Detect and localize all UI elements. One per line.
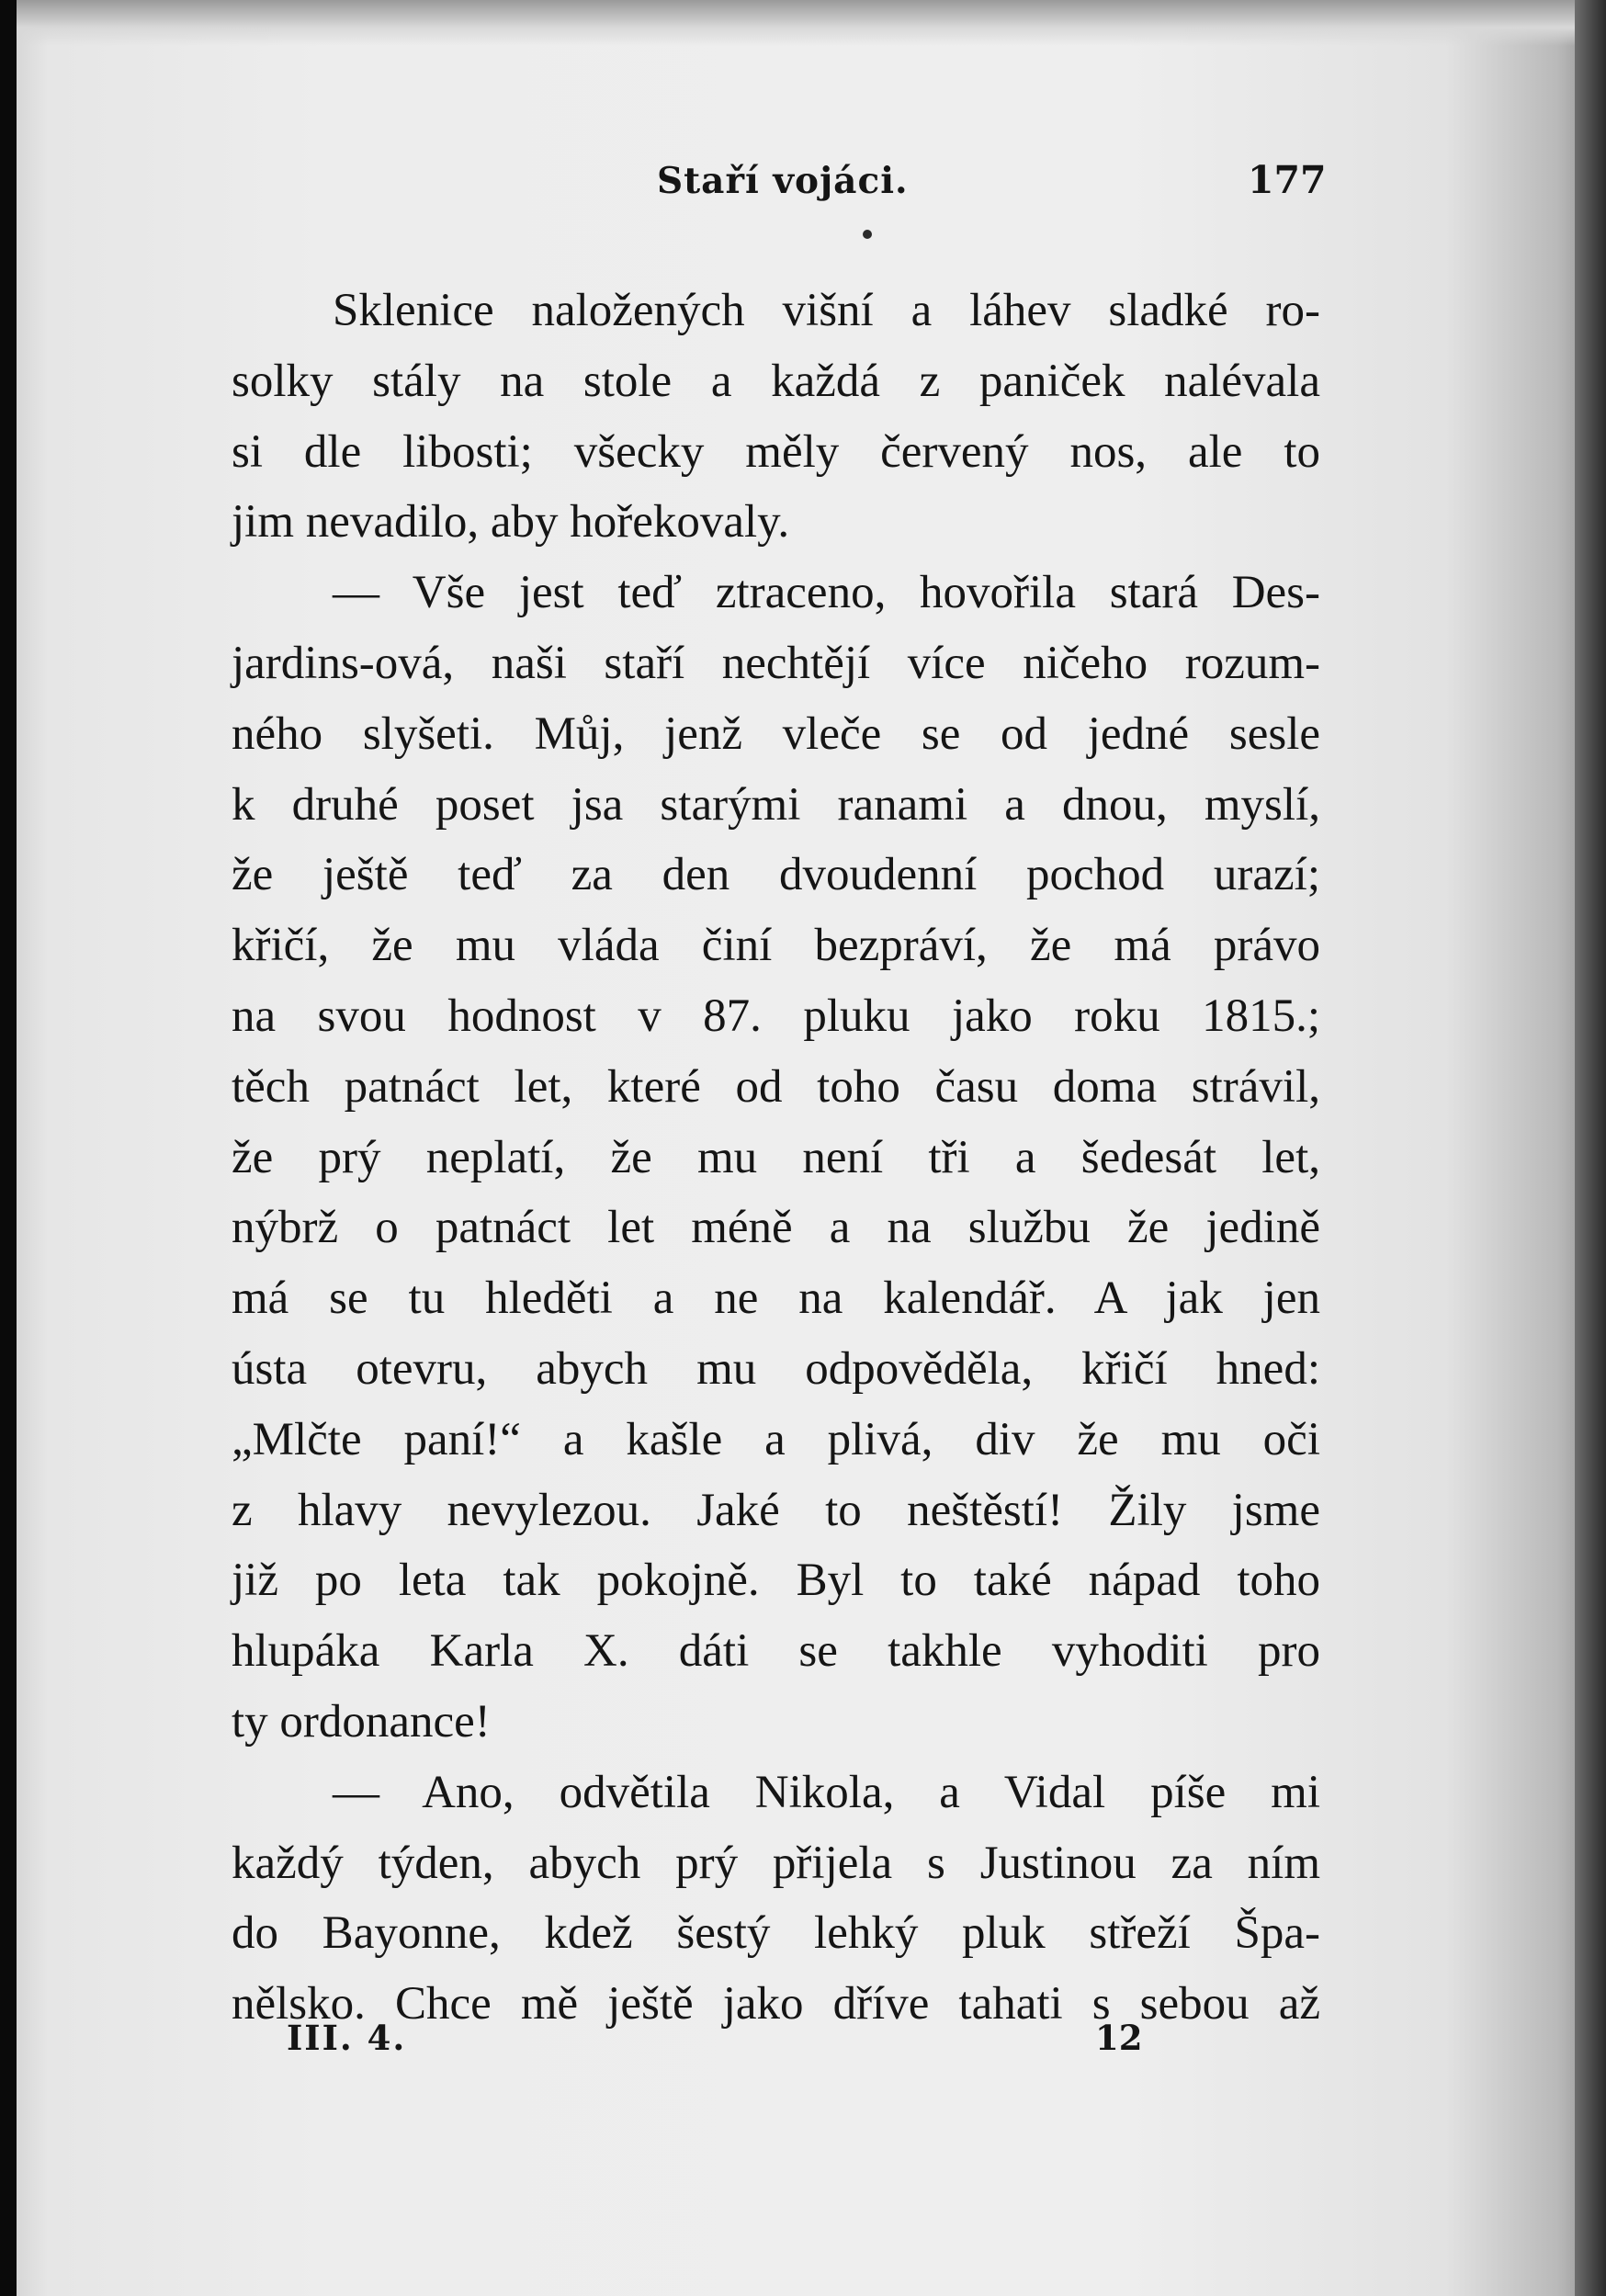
text-line: že prý neplatí, že mu není tři a šedesát let, — [232, 1131, 1320, 1183]
text-line: ného slyšeti. Můj, jenž vleče se od jedné sesle — [232, 707, 1320, 760]
text-line: každý týden, abych prý přijela s Justinou za ním — [232, 1837, 1320, 1889]
footer-sheet-number: 12 — [1095, 2018, 1143, 2058]
text-line: ty ordonance! — [232, 1695, 491, 1747]
text-line: solky stály na stole a každá z paniček nalévala — [232, 355, 1320, 407]
text-line: jim nevadilo, aby hořekovaly. — [232, 496, 790, 549]
text-line: ústa otevru, abych mu odpověděla, křičí hned: — [232, 1342, 1320, 1395]
print-speck — [863, 230, 872, 239]
text-line: do Bayonne, kdež šestý lehký pluk střeží Špa- — [232, 1907, 1320, 1960]
page-top-edge — [0, 0, 1606, 46]
text-line: nělsko. Chce mě ještě jako dříve tahati s sebou až — [232, 1978, 1320, 2030]
scan-right-edge — [1575, 0, 1606, 2296]
text-line: těch patnáct let, které od toho času doma strávil, — [232, 1060, 1320, 1113]
page-number: 177 — [1248, 158, 1327, 202]
text-line: hlupáka Karla X. dáti se takhle vyhoditi pro — [232, 1625, 1320, 1678]
footer-signature: III. 4. — [287, 2018, 407, 2058]
text-line: má se tu hleděti a ne na kalendář. A jak jen — [232, 1272, 1320, 1325]
text-line: — Ano, odvětila Nikola, a Vidal píše mi — [333, 1766, 1320, 1818]
text-line: na svou hodnost v 87. pluku jako roku 1815.; — [232, 990, 1320, 1042]
text-line: „Mlčte paní!“ a kašle a plivá, div že mu oči — [232, 1413, 1320, 1465]
text-line: si dle libosti; všecky měly červený nos, ale to — [232, 425, 1320, 478]
scan-left-border — [0, 0, 17, 2296]
body-text — [232, 276, 1320, 2040]
text-line: nýbrž o patnáct let méně a na službu že jedině — [232, 1202, 1320, 1254]
text-line: — Vše jest teď ztraceno, hovořila stará Des- — [333, 567, 1320, 619]
text-line: křičí, že mu vláda činí bezpráví, že má právo — [232, 920, 1320, 972]
text-line: z hlavy nevylezou. Jaké to neštěstí! Žily jsme — [232, 1484, 1320, 1536]
text-line: jardins-ová, naši staří nechtějí více ničeho rozum- — [232, 637, 1320, 689]
text-line: již po leta tak pokojně. Byl to také nápad toho — [232, 1555, 1320, 1607]
text-line: Sklenice naložených višní a láhev sladké ro- — [333, 285, 1320, 336]
text-line: k druhé poset jsa starými ranami a dnou, myslí, — [232, 778, 1320, 831]
text-line: že ještě teď za den dvoudenní pochod urazí; — [232, 849, 1320, 901]
running-title: Staří vojáci. — [657, 160, 909, 202]
